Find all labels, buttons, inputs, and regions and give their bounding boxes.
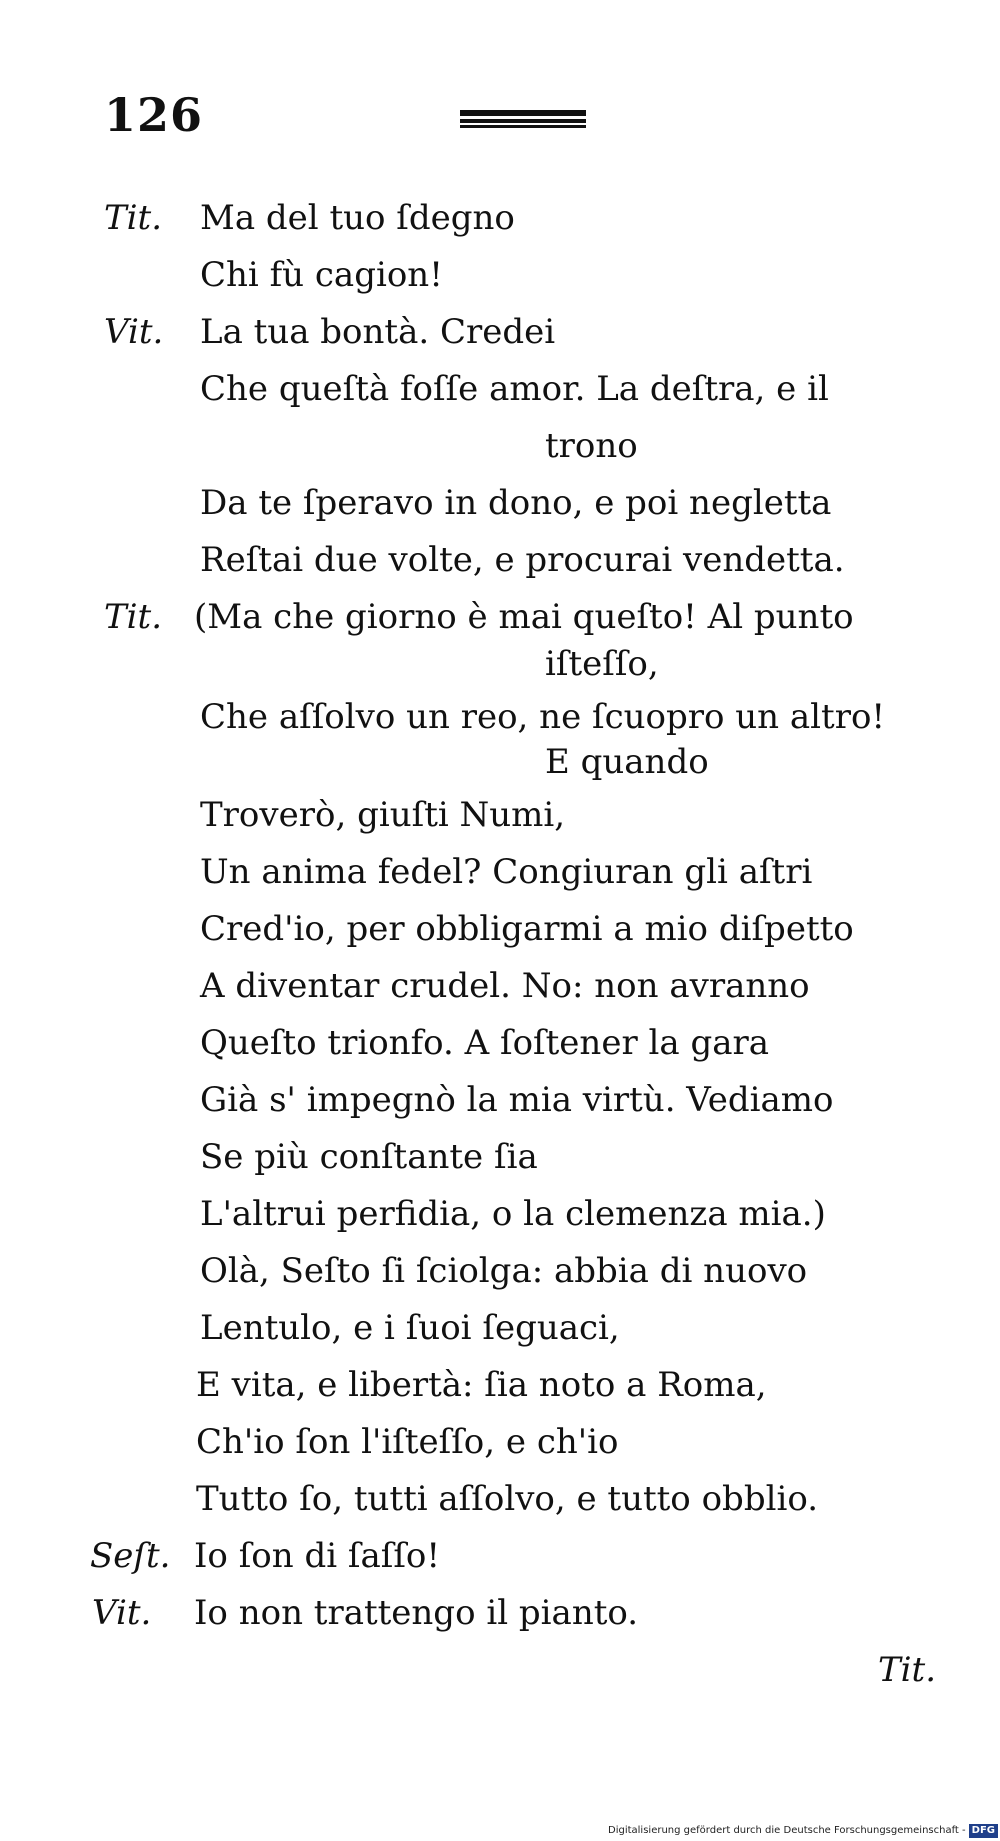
verse-line: L'altrui perfidia, o la clemenza mia.) [200,1194,826,1234]
verse-line: Troverò, giuſti Numi, [200,795,566,835]
speaker-label: Tit. [104,597,163,637]
verse-line: (Ma che giorno è mai queſto! Al punto [194,597,854,637]
verse-line: Cred'io, per obbligarmi a mio diſpetto [200,909,854,949]
verse-line: Da te ſperavo in dono, e poi negletta [200,483,832,523]
verse-line: Queſto trionfo. A ſoſtener la gara [200,1023,770,1063]
verse-line-continuation: E quando [545,742,709,782]
verse-line: Ch'io ſon l'iſteſſo, e ch'io [196,1422,619,1462]
verse-line: La tua bontà. Credei [200,312,556,352]
dfg-logo: DFG [969,1824,998,1838]
verse-line: Un anima fedel? Congiuran gli aſtri [200,852,813,892]
verse-line: E vita, e libertà: ſia noto a Roma, [196,1365,767,1405]
page-number: 126 [104,88,204,142]
verse-line: Se più conſtante ſia [200,1137,538,1177]
speaker-label: Tit. [104,198,163,238]
speaker-label: Seſt. [90,1536,171,1576]
verse-line: Chi fù cagion! [200,255,443,295]
verse-line: Che aſſolvo un reo, ne ſcuopro un altro! [200,697,886,737]
speaker-label: Vit. [104,312,164,352]
verse-line: Ma del tuo ſdegno [200,198,515,238]
verse-line: Già s' impegnò la mia virtù. Vediamo [200,1080,834,1120]
digitization-credit [608,1824,998,1838]
header-ornament [460,110,586,130]
verse-line: Io ſon di ſaſſo! [194,1536,441,1576]
verse-line: Reſtai due volte, e procurai vendetta. [200,540,845,580]
credit-text: Digitalisierung gefördert durch die Deutsche Forschungsgemeinschaft - [608,1825,966,1836]
verse-line: A diventar crudel. No: non avranno [200,966,810,1006]
verse-line: Lentulo, e i ſuoi ſeguaci, [200,1308,620,1348]
verse-line-continuation: iſteſſo, [545,644,659,684]
verse-line: Olà, Seſto ſi ſciolga: abbia di nuovo [200,1251,808,1291]
speaker-label: Vit. [92,1593,152,1633]
verse-line: Che queſtà foſſe amor. La deſtra, e il [200,369,829,409]
verse-line-continuation: trono [545,426,638,466]
catchword: Tit. [878,1650,937,1690]
verse-line: Tutto ſo, tutti aſſolvo, e tutto obblio. [196,1479,819,1519]
verse-line: Io non trattengo il pianto. [194,1593,639,1633]
